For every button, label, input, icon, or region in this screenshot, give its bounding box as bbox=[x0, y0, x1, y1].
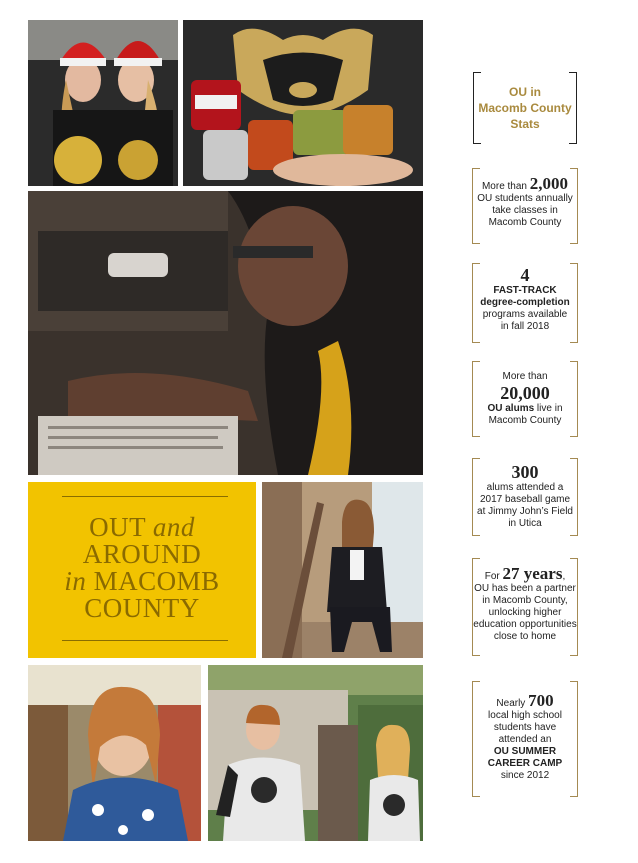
stat-fast-track bbox=[472, 263, 578, 343]
stats-heading-line2: Macomb County bbox=[478, 101, 572, 115]
stat-summer-camp bbox=[472, 681, 578, 797]
title-word-in: in bbox=[64, 566, 87, 596]
stat-line: in fall 2018 bbox=[500, 321, 550, 332]
stats-heading-line1: OU in bbox=[509, 85, 541, 99]
stat-line: OU has been a partner bbox=[474, 583, 576, 594]
stat-number: 700 bbox=[528, 691, 554, 710]
stat-suffix: , bbox=[562, 571, 566, 582]
stats-heading bbox=[473, 72, 577, 144]
title-word-macomb: MACOMB bbox=[86, 566, 220, 596]
feature-title bbox=[28, 514, 256, 622]
woman-stairs-photo bbox=[262, 482, 423, 658]
stat-line: Macomb County bbox=[488, 415, 562, 426]
stat-line: unlocking higher bbox=[488, 607, 562, 618]
stat-prefix: For bbox=[484, 571, 503, 582]
stat-line: take classes in bbox=[492, 205, 558, 216]
cheerleaders-photo bbox=[28, 20, 178, 186]
stat-prefix: Nearly bbox=[496, 698, 529, 709]
student-reading-photo bbox=[28, 191, 423, 475]
stat-line: attended an bbox=[498, 734, 552, 745]
stat-line: alums attended a bbox=[486, 482, 564, 493]
bottom-rule bbox=[62, 640, 228, 641]
stat-baseball bbox=[472, 458, 578, 536]
summer-campers-photo bbox=[208, 665, 423, 841]
stat-emphasis: CAREER CAMP bbox=[487, 758, 563, 769]
stat-alums bbox=[472, 361, 578, 437]
top-rule bbox=[62, 496, 228, 497]
stat-prefix: More than bbox=[502, 371, 548, 382]
stat-partnership bbox=[472, 558, 578, 656]
title-word-county: COUNTY bbox=[84, 593, 200, 623]
stat-line: close to home bbox=[493, 631, 557, 642]
stat-line: FAST-TRACK bbox=[493, 285, 557, 296]
title-word-out: OUT bbox=[89, 512, 153, 542]
stat-line: at Jimmy John’s Field bbox=[477, 506, 573, 517]
stat-line: since 2012 bbox=[500, 770, 550, 781]
stats-heading-line3: Stats bbox=[510, 117, 540, 131]
stat-number: 2,000 bbox=[529, 174, 569, 193]
canned-food-photo bbox=[183, 20, 423, 186]
stat-number: 4 bbox=[520, 265, 530, 285]
stat-line: students have bbox=[493, 722, 557, 733]
stat-line: live in bbox=[534, 403, 563, 414]
stat-number: 20,000 bbox=[500, 383, 550, 403]
feature-title-box bbox=[28, 482, 256, 658]
stat-line: programs available bbox=[482, 309, 568, 320]
stat-students bbox=[472, 168, 578, 244]
stat-number: 300 bbox=[511, 462, 539, 482]
stat-line: in Macomb County, bbox=[482, 595, 568, 606]
stat-line: in Utica bbox=[508, 518, 542, 529]
stat-emphasis: OU alums bbox=[487, 403, 535, 414]
stat-line: Macomb County bbox=[488, 217, 562, 228]
smiling-woman-photo bbox=[28, 665, 201, 841]
stat-number: 27 years bbox=[502, 564, 563, 583]
stat-line: OU students annually bbox=[477, 193, 573, 204]
title-word-around: AROUND bbox=[82, 539, 202, 569]
stat-line: degree-completion bbox=[480, 297, 570, 308]
stat-line: education opportunities bbox=[473, 619, 577, 630]
stat-emphasis: OU SUMMER bbox=[493, 746, 557, 757]
title-word-and: and bbox=[152, 512, 195, 542]
stat-prefix: More than bbox=[481, 181, 530, 192]
stat-line: local high school bbox=[488, 710, 562, 721]
stat-line: 2017 baseball game bbox=[479, 494, 571, 505]
